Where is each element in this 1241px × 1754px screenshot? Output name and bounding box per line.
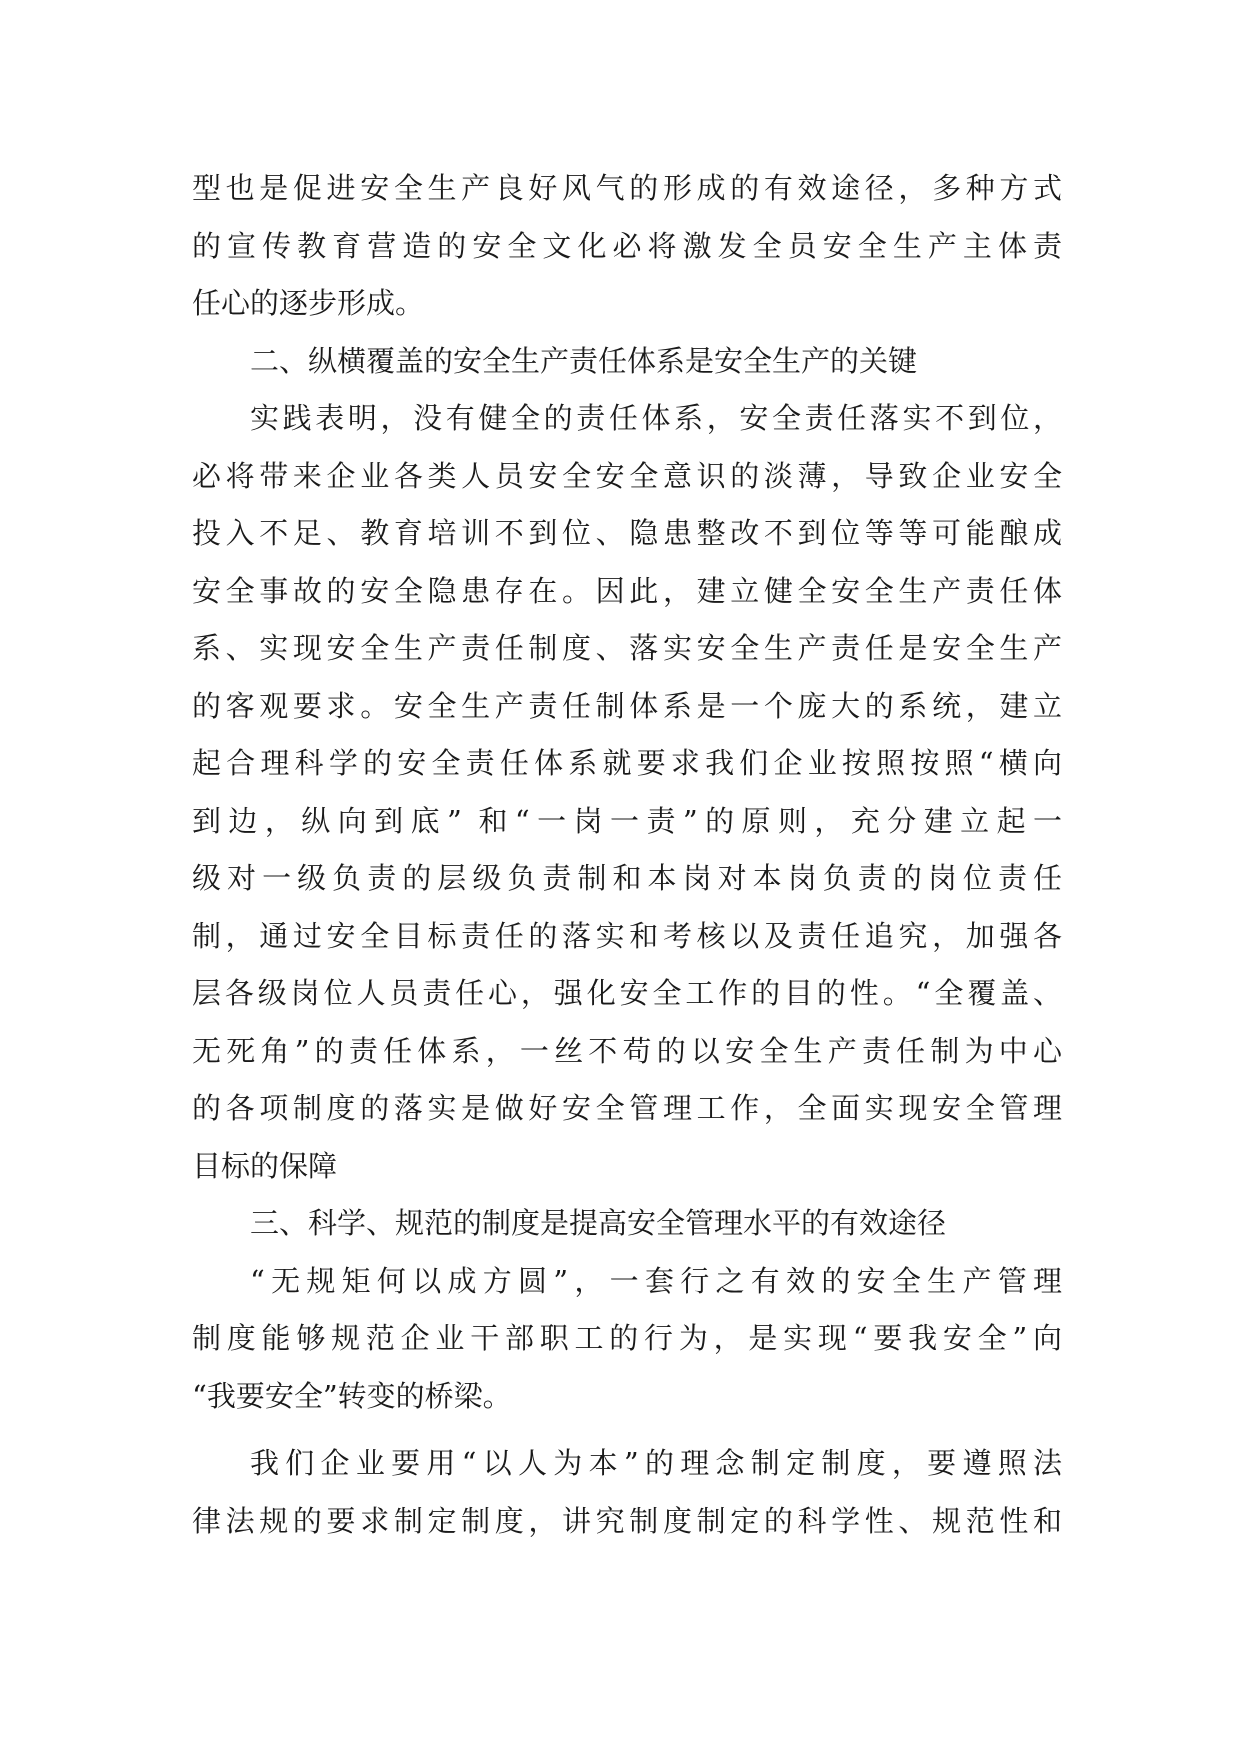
paragraph-line: 的各项制度的落实是做好安全管理工作，全面实现安全管理	[192, 1091, 1062, 1125]
paragraph-line: 安全事故的安全隐患存在。因此，建立健全安全生产责任体	[192, 573, 1062, 608]
section-heading-3: 三、科学、规范的制度是提高安全管理水平的有效途径	[250, 1206, 947, 1240]
paragraph-line: 制，通过安全目标责任的落实和考核以及责任追究，加强各	[192, 918, 1062, 953]
paragraph-line: 到边，纵向到底” 和“一岗一责”的原则，充分建立起一	[192, 803, 1062, 838]
paragraph-line: “无规矩何以成方圆”，一套行之有效的安全生产管理	[250, 1263, 1062, 1298]
paragraph-line: 投入不足、教育培训不到位、隐患整改不到位等等可能酿成	[192, 516, 1062, 550]
document-body	[192, 160, 1062, 1550]
paragraph-line: 必将带来企业各类人员安全安全意识的淡薄，导致企业安全	[192, 458, 1062, 493]
paragraph-line: 级对一级负责的层级负责制和本岗对本岗负责的岗位责任	[192, 861, 1062, 895]
paragraph-line: 型也是促进安全生产良好风气的形成的有效途径，多种方式	[192, 171, 1062, 205]
paragraph-line: 律法规的要求制定制度，讲究制度制定的科学性、规范性和	[192, 1503, 1062, 1538]
paragraph-line: 的宣传教育营造的安全文化必将激发全员安全生产主体责	[192, 228, 1062, 263]
paragraph-line: 系、实现安全生产责任制度、落实安全生产责任是安全生产	[192, 631, 1062, 665]
paragraph-line: 的客观要求。安全生产责任制体系是一个庞大的系统，建立	[192, 688, 1062, 723]
paragraph-line: 实践表明，没有健全的责任体系，安全责任落实不到位，	[250, 401, 1062, 435]
section-heading-2: 二、纵横覆盖的安全生产责任体系是安全生产的关键	[250, 343, 918, 378]
paragraph-line: 层各级岗位人员责任心，强化安全工作的目的性。“全覆盖、	[192, 976, 1062, 1010]
paragraph-line: 任心的逐步形成。	[192, 286, 425, 320]
paragraph-line: 制度能够规范企业干部职工的行为，是实现“要我安全”向	[192, 1321, 1062, 1355]
paragraph-line: 我们企业要用“以人为本”的理念制定制度，要遵照法	[250, 1446, 1062, 1480]
paragraph-line: 目标的保障	[192, 1148, 338, 1183]
paragraph-line: “我要安全”转变的桥梁。	[192, 1378, 512, 1413]
paragraph-line: 无死角”的责任体系，一丝不苟的以安全生产责任制为中心	[192, 1033, 1062, 1068]
paragraph-line: 起合理科学的安全责任体系就要求我们企业按照按照“横向	[192, 746, 1062, 780]
